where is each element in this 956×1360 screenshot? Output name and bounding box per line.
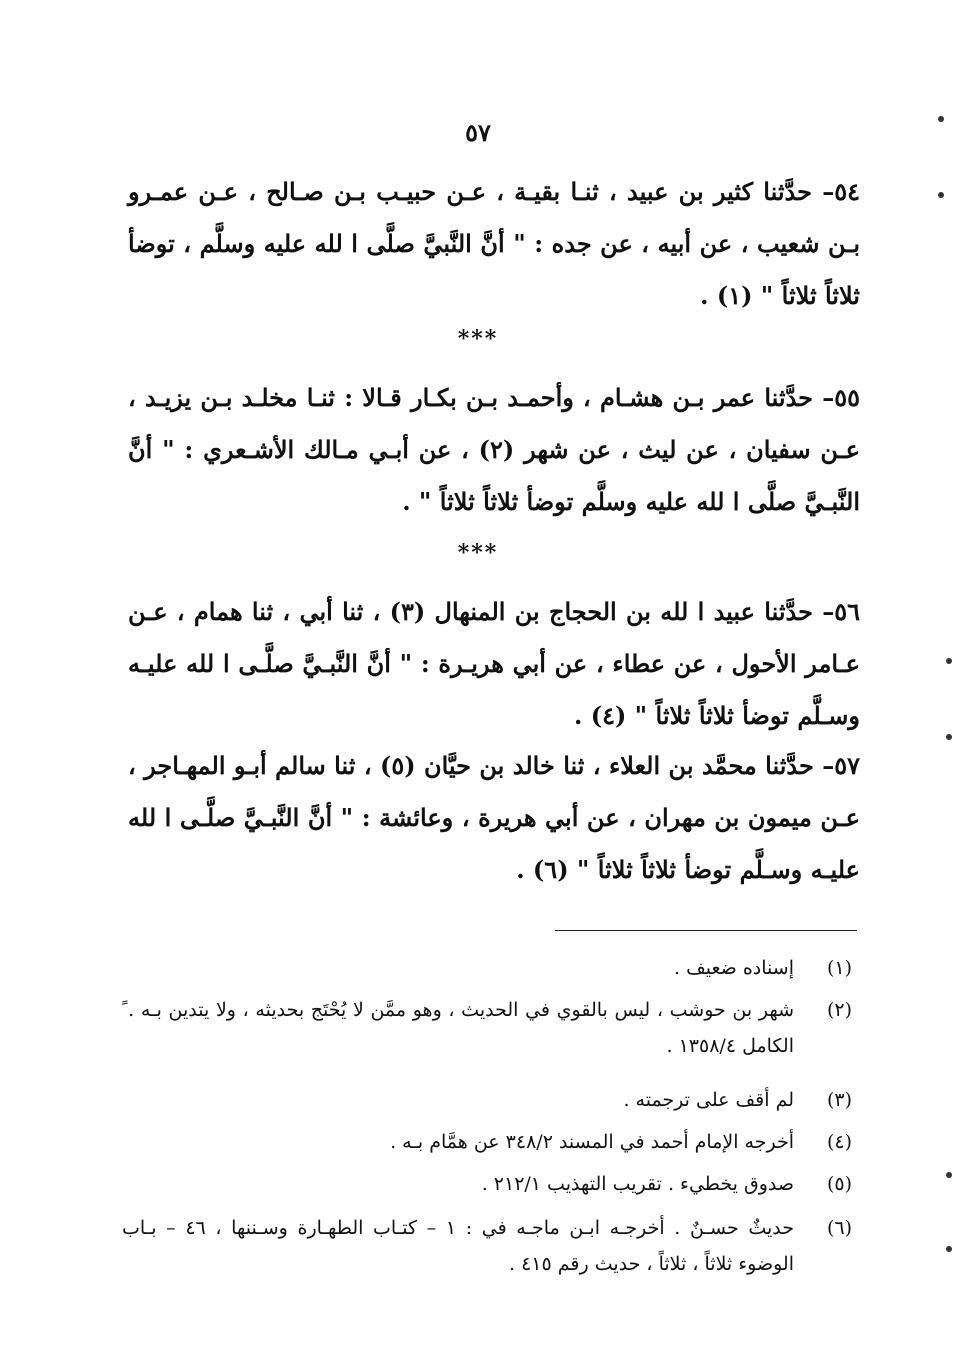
hadith-text: حدَّثنا كثير بن عبيد ، ثنـا بقيـة ، عـن حبيـب بـن صـالح ، عـن عمـرو بـن شعيب ، عن أبيه ، عن جده : " أنَّ النَّبيَّ صلَّى ا لله عليه وسلَّم ، توضأ ثلاثاً ثلاثاً " (١) .: [128, 177, 860, 310]
footnote-number: (١): [826, 957, 852, 979]
hadith-54: [128, 166, 860, 322]
footnote-text: لم أقف على ترجمته .: [623, 1089, 794, 1111]
scan-margin-mark: [938, 192, 944, 198]
hadith-56: [128, 586, 860, 742]
hadith-text: حدَّثنا عمر بـن هشـام ، وأحمـد بـن بكـار قـالا : ثنـا مخلـد بـن يزيـد ، عـن سفيان ، عن ليث ، عن شهر (٢) ، عن أبـي مـالك الأشـعري : " أنَّ النَّبـيَّ صلَّى ا لله عليه وسلَّم توضأ ثلاثاً ثلاثاً " .: [128, 383, 860, 516]
footnote-number: (٥): [826, 1173, 852, 1195]
footnote-3: [122, 1082, 852, 1118]
footnote-text: أخرجه الإمام أحمد في المسند ٣٤٨/٢ عن همَّام بـه .: [390, 1131, 794, 1153]
scan-margin-mark: [946, 1172, 952, 1178]
footnote-text: شهر بن حوشب ، ليس بالقوي في الحديث ، وهو ممَّن لا يُحْتَج بحديثه ، ولا يتدين بـه . ً الكامل ١٣٥٨/٤ .: [122, 999, 794, 1057]
hadith-57: [128, 740, 860, 896]
section-separator: ***: [457, 540, 499, 566]
scan-margin-mark: [946, 734, 952, 740]
scan-margin-mark: [946, 1246, 952, 1252]
footnote-number: (٣): [826, 1089, 852, 1111]
footnote-divider: [555, 930, 857, 931]
footnote-text: إسناده ضعيف .: [674, 957, 794, 979]
footnote-4: [122, 1124, 852, 1160]
hadith-55: [128, 372, 860, 528]
footnote-6: [122, 1210, 852, 1282]
hadith-number: ٥٤–: [822, 177, 861, 206]
footnote-number: (٤): [826, 1131, 852, 1153]
section-separator: ***: [457, 326, 499, 352]
footnote-number: (٦): [826, 1217, 852, 1239]
scan-margin-mark: [938, 116, 944, 122]
footnote-text: حديثٌ حسـنٌ . أخرجـه ابـن ماجـه في : ١ – كتـاب الطهـارة وسـننها ، ٤٦ – بـاب الوضوء ثلاثاً ، ثلاثاً ، حديث رقم ٤١٥ .: [122, 1217, 794, 1275]
hadith-number: ٥٧–: [822, 751, 860, 780]
hadith-number: ٥٦–: [822, 597, 860, 626]
footnote-1: [122, 950, 852, 986]
page-number: ٥٧: [465, 118, 491, 147]
hadith-text: حدَّثنا محمَّد بن العلاء ، ثنا خالد بن حيَّان (٥) ، ثنا سالم أبـو المهـاجر ، عـن ميمون بن مهران ، عن أبي هريرة ، وعائشة : " أنَّ النَّبـيَّ صلَّـى ا لله عليـه وسـلَّم توضأ ثلاثاً ثلاثاً " (٦) .: [128, 751, 860, 884]
footnote-text: صدوق يخطيء . تقريب التهذيب ٢١٢/١ .: [481, 1173, 794, 1195]
footnote-5: [122, 1166, 852, 1202]
hadith-text: حدَّثنا عبيد ا لله بن الحجاج بن المنهال (٣) ، ثنا أبي ، ثنا همام ، عـن عـامر الأحول ، عن عطاء ، عن أبي هريـرة : " أنَّ النَّبـيَّ صلَّـى ا لله عليـه وسـلَّم توضأ ثلاثاً ثلاثاً " (٤) .: [128, 597, 860, 730]
hadith-number: ٥٥–: [822, 383, 861, 412]
footnote-2: [122, 992, 852, 1064]
scan-margin-mark: [946, 658, 952, 664]
footnote-number: (٢): [826, 999, 852, 1021]
